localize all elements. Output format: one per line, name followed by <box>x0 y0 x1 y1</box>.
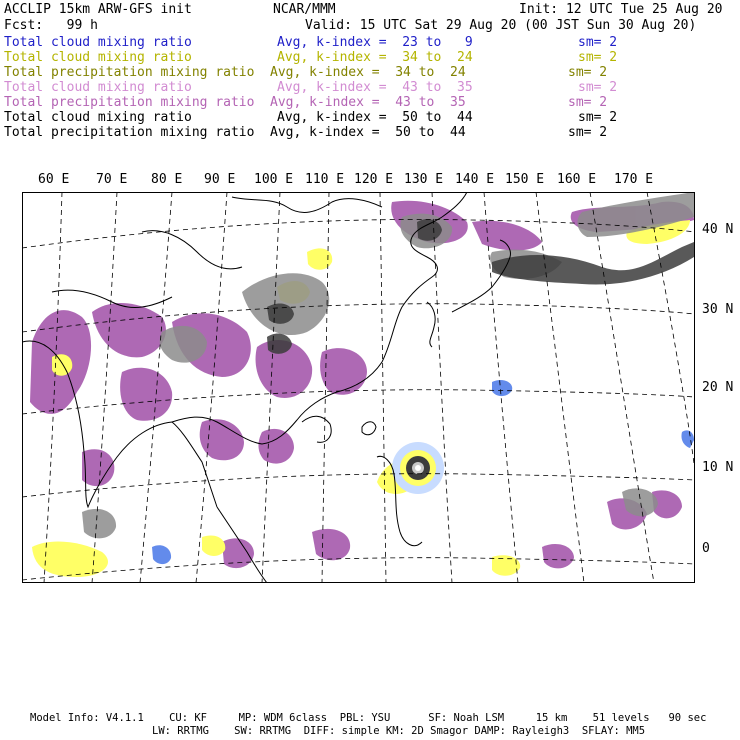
model-info-line2: LW: RRTMG SW: RRTMG DIFF: simple KM: 2D Smagor DAMP: Rayleigh3 SFLAY: MM5 <box>152 725 646 737</box>
lat-label: 40 N <box>702 222 734 237</box>
weather-map <box>22 192 695 583</box>
lon-label: 160 E <box>557 172 597 187</box>
field-sm: sm= 2 <box>578 110 618 125</box>
lon-label: 170 E <box>614 172 654 187</box>
lon-label: 60 E <box>38 172 70 187</box>
init-time: Init: 12 UTC Tue 25 Aug 20 <box>519 2 723 17</box>
lat-label: 30 N <box>702 302 734 317</box>
field-sm: sm= 2 <box>578 80 618 95</box>
field-name: Total precipitation mixing ratio <box>4 65 255 80</box>
field-sm: sm= 2 <box>578 50 618 65</box>
field-sm: sm= 2 <box>578 35 618 50</box>
model-info-line1: Model Info: V4.1.1 CU: KF MP: WDM 6class PBL: YSU SF: Noah LSM 15 km 51 levels 90 sec <box>30 712 707 724</box>
forecast-hour: Fcst: 99 h <box>4 18 98 33</box>
field-avg: Avg, k-index = 50 to 44 <box>277 110 473 125</box>
field-sm: sm= 2 <box>568 95 608 110</box>
field-avg: Avg, k-index = 43 to 35 <box>270 95 466 110</box>
lat-label: 0 <box>702 541 710 556</box>
field-name: Total precipitation mixing ratio <box>4 125 255 140</box>
field-name: Total cloud mixing ratio <box>4 110 192 125</box>
field-avg: Avg, k-index = 34 to 24 <box>270 65 466 80</box>
lon-label: 130 E <box>404 172 444 187</box>
field-name: Total precipitation mixing ratio <box>4 95 255 110</box>
lon-label: 70 E <box>96 172 128 187</box>
typhoon-symbol <box>392 442 444 494</box>
field-name: Total cloud mixing ratio <box>4 50 192 65</box>
field-name: Total cloud mixing ratio <box>4 35 192 50</box>
valid-time: Valid: 15 UTC Sat 29 Aug 20 (00 JST Sun 30 Aug 20) <box>305 18 697 33</box>
lon-label: 140 E <box>455 172 495 187</box>
field-avg: Avg, k-index = 50 to 44 <box>270 125 466 140</box>
field-avg: Avg, k-index = 43 to 35 <box>277 80 473 95</box>
field-avg: Avg, k-index = 23 to 9 <box>277 35 473 50</box>
field-sm: sm= 2 <box>568 125 608 140</box>
field-avg: Avg, k-index = 34 to 24 <box>277 50 473 65</box>
lon-label: 100 E <box>254 172 294 187</box>
model-title: ACCLIP 15km ARW-GFS init <box>4 2 192 17</box>
lon-label: 110 E <box>305 172 345 187</box>
lat-label: 10 N <box>702 460 734 475</box>
lon-label: 120 E <box>354 172 394 187</box>
lon-label: 80 E <box>151 172 183 187</box>
field-sm: sm= 2 <box>568 65 608 80</box>
lat-label: 20 N <box>702 380 734 395</box>
lon-label: 150 E <box>505 172 545 187</box>
field-name: Total cloud mixing ratio <box>4 80 192 95</box>
lon-label: 90 E <box>204 172 236 187</box>
center-label: NCAR/MMM <box>273 2 336 17</box>
